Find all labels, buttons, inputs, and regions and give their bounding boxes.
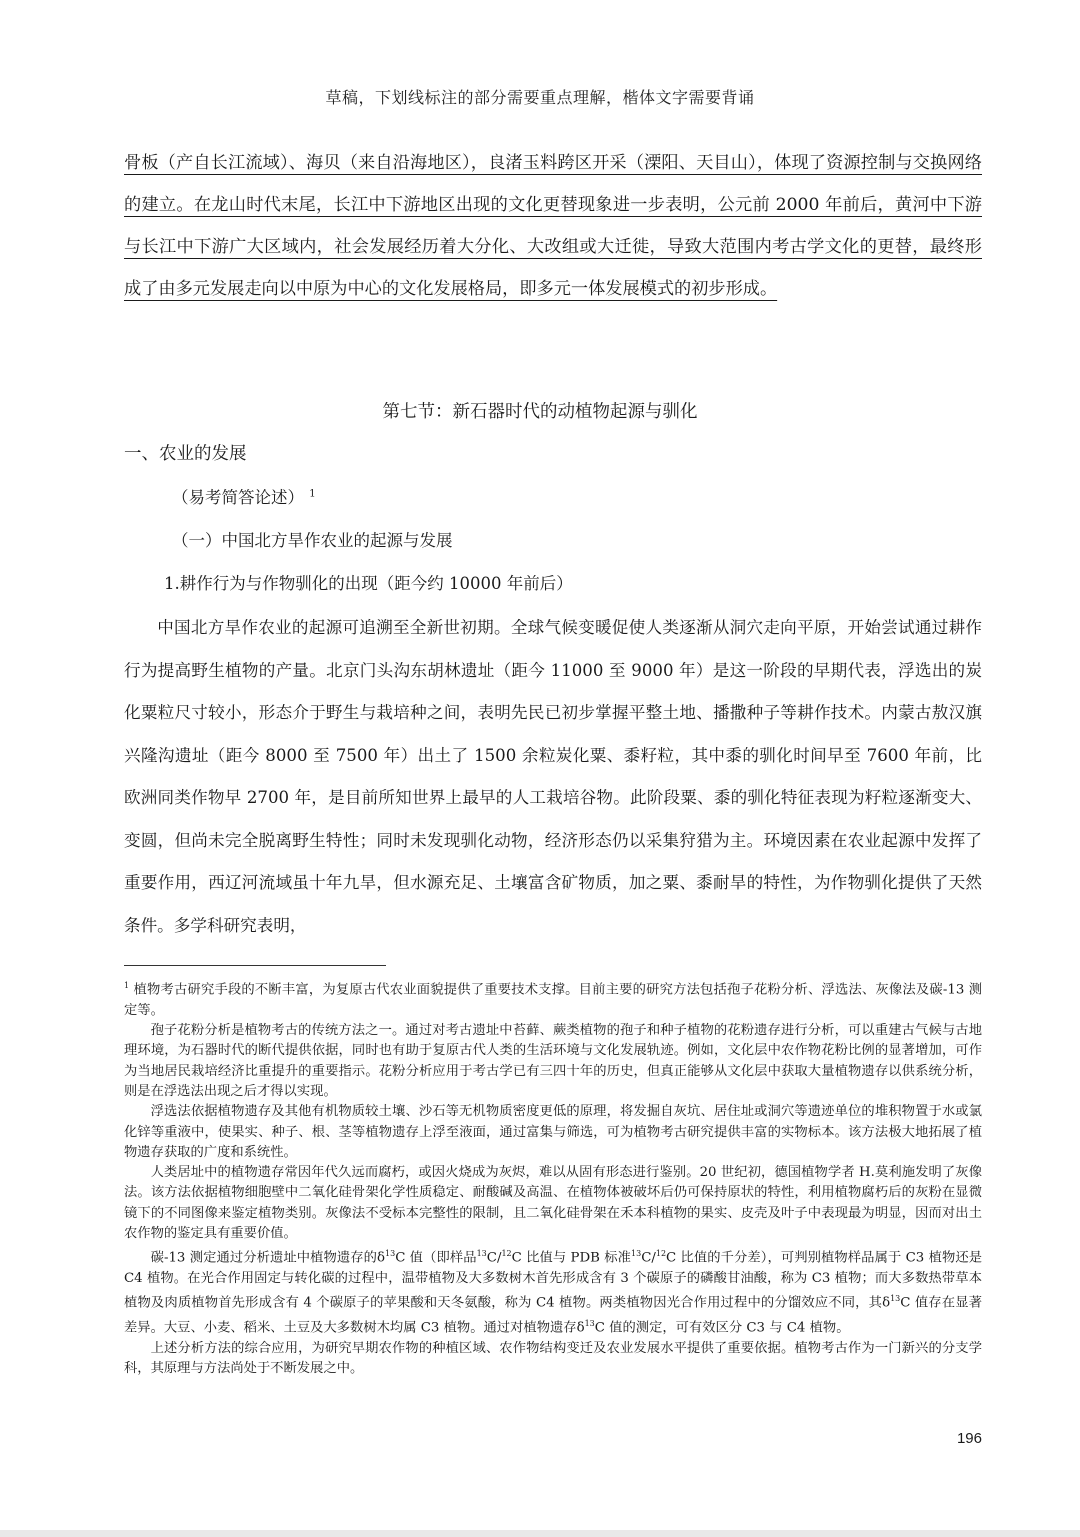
superscript: 13 [476,1249,487,1259]
heading-level-1: 一、农业的发展 [124,444,247,464]
page-header: 草稿，下划线标注的部分需要重点理解，楷体文字需要背诵 [325,88,755,107]
main-paragraph: 中国北方旱作农业的起源可追溯至全新世初期。全球气候变暖促使人类逐渐从洞穴走向平原，开始尝试通过耕作行为提高野生植物的产量。北京门头沟东胡林遗址（距今 11000 至 9000 年）是这一阶段的早期代表，浮选出的炭化粟粒尺寸较小，形态介于野生与栽培种之间，表明先民已初步掌握平整土地、播撒种子等耕作技术。内蒙古敖汉旗兴隆沟遗址（距今 8000 至 7500 年）出土了 1500 余粒炭化粟、黍籽粒，其中黍的驯化时间早至 7600 年前，比欧洲同类作物早 2700 年，是目前所知世界上最早的人工栽培谷物。此阶段粟、黍的驯化特征表现为籽粒逐渐变大、变圆，但尚未完全脱离野生特性；同时未发现驯化动物，经济形态仍以采集狩猎为主。环境因素在农业起源中发挥了重要作用，西辽河流域虽十年九旱，但水源充足、土壤富含矿物质，加之粟、黍耐旱的特性，为作物驯化提供了天然条件。多学科研究表明， [124,618,982,935]
footnote-flotation: 浮选法依据植物遗存及其他有机物质较土壤、沙石等无机物质密度更低的原理，将发掘自灰坑、居住址或洞穴等遗迹单位的堆积物置于水或氯化锌等重液中，使果实、种子、根、茎等植物遗存上浮至液面，通过富集与筛选，可为植物考古研究提供丰富的实物标本。该方法极大地拓展了植物遗存获取的广度和系统性。 [124,1104,982,1160]
footnote-ref: 1 [309,488,316,500]
section-title: 第七节：新石器时代的动植物起源与驯化 [382,402,698,422]
footnote-pollen: 孢子花粉分析是植物考古的传统方法之一。通过对考古遗址中苔藓、蕨类植物的孢子和种子植物的花粉遗存进行分析，可以重建古气候与古地理环境，为石器时代的断代提供依据，同时也有助于复原古代人类的生活环境与文化发展轨迹。例如，文化层中农作物花粉比例的显著增加，可作为当地居民栽培经济比重提升的重要指示。花粉分析应用于考古学已有三四十年的历史，但真正能够从文化层中获取大量植物遗存以供系统分析，则是在浮选法出现之后才得以实现。 [124,1023,982,1099]
footnote-phytolith: 人类居址中的植物遗存常因年代久远而腐朽，或因火烧成为灰烬，难以从固有形态进行鉴别。20 世纪初，德国植物学者 H.莫利施发明了灰像法。该方法依据植物细胞壁中二氧化硅骨架化学性质稳定、耐酸碱及高温、在植物体被破坏后仍可保持原状的特性，利用植物腐朽后的灰粉在显微镜下的不同图像来鉴定植物类别。灰像法不受标本完整性的限制，且二氧化硅骨架在禾本科植物的果实、皮壳及叶子中表现最为明显，因而对出土农作物的鉴定具有重要价值。 [124,1165,982,1241]
exam-note [172,484,316,508]
c13-text: 碳-13 测定通过分析遗址中植物遗存的δ [150,1250,386,1266]
c13-text: C/ [641,1250,656,1266]
superscript: 13 [631,1249,642,1259]
c13-text: C 比值与 PDB 标准 [511,1250,632,1266]
footnote-number: 1 [124,981,130,990]
page-bottom-edge [0,1530,1080,1537]
footnote-summary: 上述分析方法的综合应用，为研究早期农作物的种植区域、农作物结构变迁及农业发展水平提供了重要依据。植物考古作为一门新兴的分支学科，其原理与方法尚处于不断发展之中。 [124,1340,982,1377]
superscript: 13 [890,1294,901,1304]
page-number: 196 [956,1430,982,1447]
superscript: 12 [655,1249,667,1259]
c13-text: C 值存在显著差异。大豆、小麦、稻米、土豆及大多数树木均属 C3 植物。通过对植物遗存δ [124,1295,982,1336]
exam-note-text: （易考简答论述） [172,488,304,507]
footnotes [124,976,982,1379]
superscript: 13 [584,1319,595,1329]
heading-level-3: 1.耕作行为与作物驯化的出现（距今约 10000 年前后） [164,574,573,593]
footnote-divider [124,965,386,966]
footnote-carbon13 [124,1244,982,1338]
c13-text: C 值的测定，可有效区分 C3 与 C4 植物。 [594,1320,850,1336]
heading-level-2: （一）中国北方旱作农业的起源与发展 [172,531,453,550]
underlined-text: 骨板（产自长江流域）、海贝（来自沿海地区），良渚玉料跨区开采（溧阳、天目山），体现了资源控制与交换网络的建立。在龙山时代末尾，长江中下游地区出现的文化更替现象进一步表明，公元前 2000 年前后，黄河中下游与长江中下游广大区域内，社会发展经历着大分化、大改组或大迁徙，导致大范围内考古学文化的更替，最终形成了由多元发展走向以中原为中心的文化发展格局，即多元一体发展模式的初步形成。 [124,153,982,299]
c13-text: C 值（即样品 [395,1250,477,1266]
c13-text: C 比值的千分差），可判别植物样品属于 C3 植物还是 C4 植物。在光合作用固定与转化碳的过程中，温带植物及大多数树木首先形成含有 3 个碳原子的磷酸甘油酸，称为 C3 植物；而大多数热带草本植物及肉质植物首先形成含有 4 个碳原子的苹果酸和天冬氨酸，称为 C4 植物。两类植物因光合作用过程中的分馏效应不同，其δ [124,1250,983,1311]
superscript: 13 [385,1249,396,1259]
c13-text: C/ [486,1250,502,1266]
underlined-paragraph [124,142,982,310]
footnote-intro-text: 植物考古研究手段的不断丰富，为复原古代农业面貌提供了重要技术支撑。目前主要的研究方法包括孢子花粉分析、浮选法、灰像法及碳-13 测定等。 [124,982,982,1018]
footnote-intro [124,976,982,1021]
superscript: 12 [501,1249,512,1259]
